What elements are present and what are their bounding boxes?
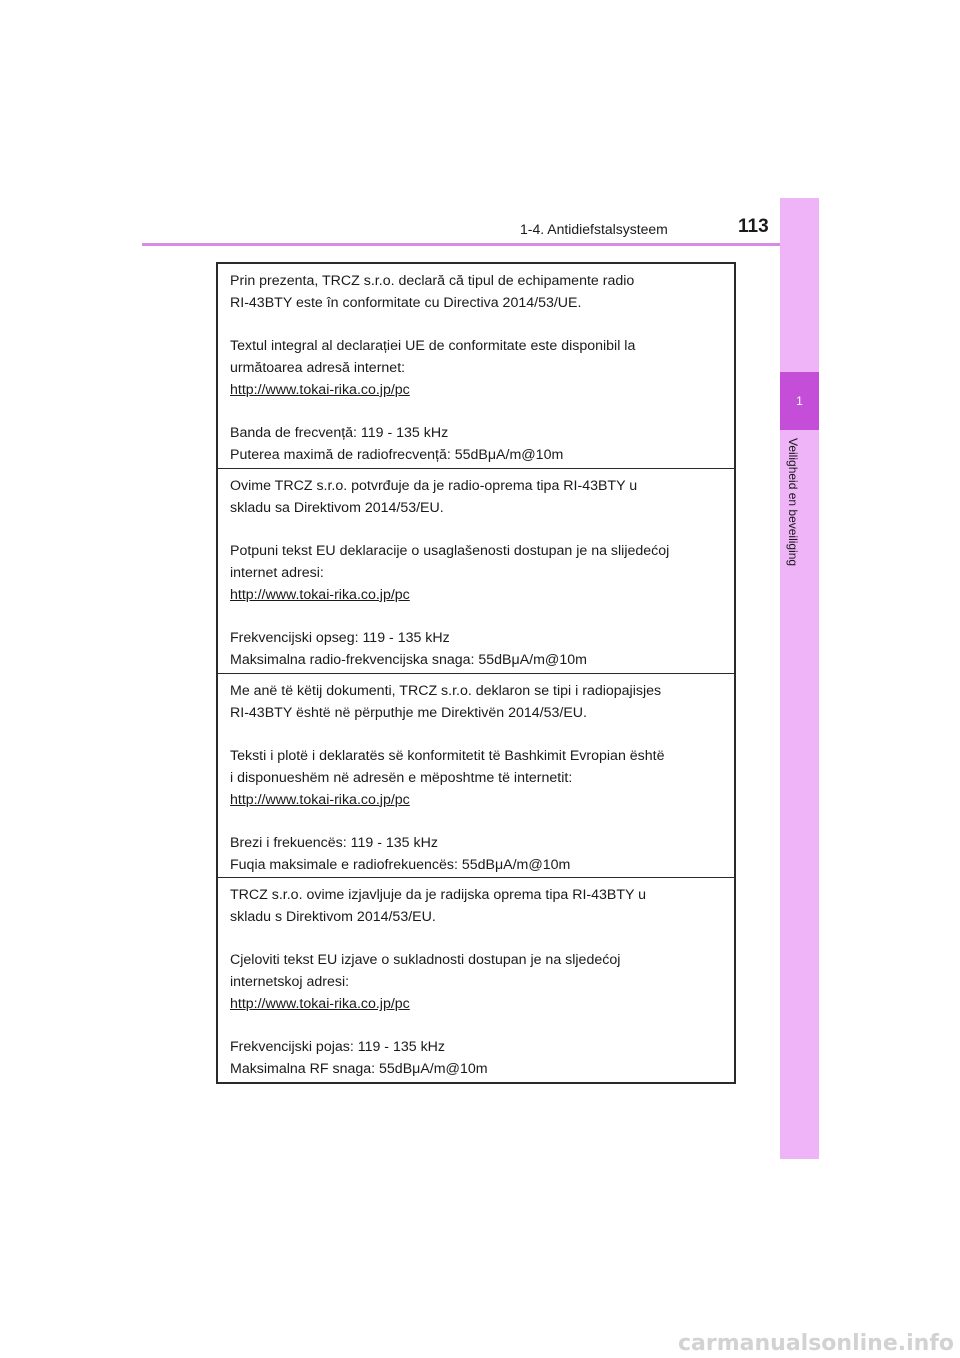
availability-text: Teksti i plotë i deklaratës së konformitetit të Bashkimit Evropian është i disponueshëm në adresën e mëposhtme të internetit: http://www.tokai-rika.co.jp/pc (230, 745, 722, 811)
site-watermark: carmanualsonline.info (678, 1331, 954, 1356)
declaration-url-link[interactable]: http://www.tokai-rika.co.jp/pc (230, 586, 410, 603)
declaration-url-link[interactable]: http://www.tokai-rika.co.jp/pc (230, 791, 410, 808)
header-rule (142, 243, 818, 246)
availability-text: Potpuni tekst EU deklaracije o usaglašenosti dostupan je na slijedećoj internet adresi: http://www.tokai-rika.co.jp/pc (230, 540, 722, 606)
radio-compliance-notice (216, 262, 736, 1084)
availability-text: Textul integral al declarației UE de conformitate este disponibil la următoarea adresă internet: http://www.tokai-rika.co.jp/pc (230, 335, 722, 401)
chapter-number: 1 (780, 372, 819, 430)
frequency-info: Brezi i frekuencës: 119 - 135 kHz Fuqia maksimale e radiofrekuencës: 55dBμA/m@10m (230, 834, 571, 873)
declaration-text: Prin prezenta, TRCZ s.r.o. declară că tipul de echipamente radio RI-43BTY este în conformitate cu Directiva 2014/53/UE. (230, 273, 635, 311)
notice-block-serbian (218, 469, 734, 674)
declaration-url-link[interactable]: http://www.tokai-rika.co.jp/pc (230, 382, 410, 398)
section-title: 1-4. Antidiefstalsysteem (520, 221, 668, 237)
declaration-text: Ovime TRCZ s.r.o. potvrđuje da je radio-oprema tipa RI-43BTY u skladu sa Direktivom 2014/53/EU. (230, 477, 638, 516)
declaration-url-link[interactable]: http://www.tokai-rika.co.jp/pc (230, 996, 410, 1013)
chapter-label: Veiligheid en beveiliging (786, 438, 800, 567)
declaration-text: Me anë të këtij dokumenti, TRCZ s.r.o. deklaron se tipi i radiopajisjes RI-43BTY është në përputhje me Direktivën 2014/53/EU. (230, 682, 662, 721)
declaration-text: TRCZ s.r.o. ovime izjavljuje da je radijska oprema tipa RI-43BTY u skladu s Direktivom 2014/53/EU. (230, 887, 647, 926)
frequency-info: Frekvencijski opseg: 119 - 135 kHz Maksimalna radio-frekvencijska snaga: 55dBμA/m@10m (230, 629, 587, 668)
notice-block-croatian (218, 878, 734, 1082)
frequency-info: Frekvencijski pojas: 119 - 135 kHz Maksimalna RF snaga: 55dBμA/m@10m (230, 1039, 488, 1078)
notice-block-albanian (218, 674, 734, 879)
notice-block-romanian (218, 264, 734, 469)
availability-text: Cjeloviti tekst EU izjave o sukladnosti dostupan je na sljedećoj internetskoj adresi: http://www.tokai-rika.co.jp/pc (230, 949, 722, 1015)
chapter-side-tab (780, 198, 819, 1159)
page-number: 113 (738, 216, 769, 237)
frequency-info: Banda de frecvență: 119 - 135 kHz Puterea maximă de radiofrecvență: 55dBμA/m@10m (230, 425, 564, 463)
